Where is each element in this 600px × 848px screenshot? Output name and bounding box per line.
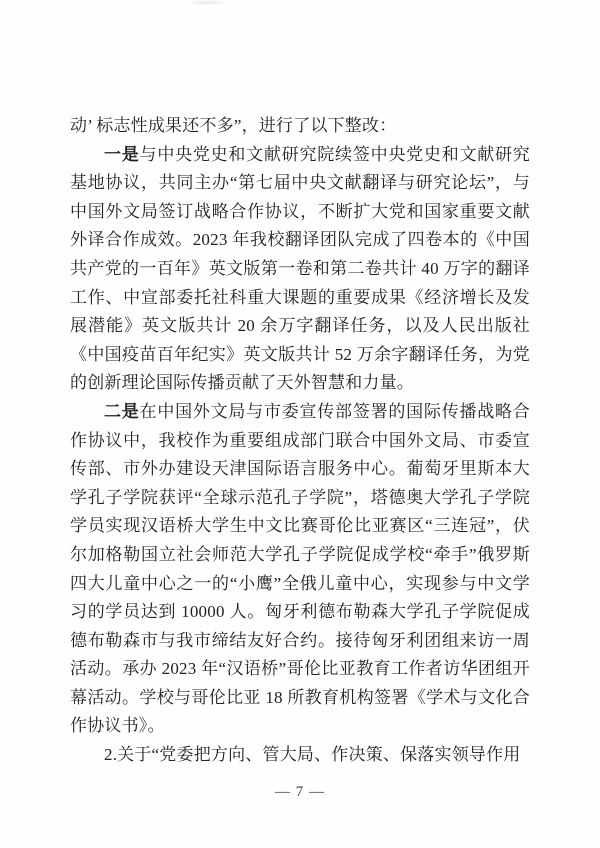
paragraph-section-two [70, 741, 530, 770]
paragraph-text: 2.关于“党委把方向、管大局、作决策、保落实领导作用 [104, 745, 521, 765]
paragraph-text: 在中国外文局与市委宣传部签署的国际传播战略合作协议中，我校作为重要组成部门联合中国外文局、市委宣传部、市外办建设天津国际语言服务中心。葡萄牙里斯本大学孔子学院获评“全球示范孔子学院”，塔德奥大学孔子学院学员实现汉语桥大学生中文比赛哥伦比亚赛区“三连冠”，伏尔加格勒国立社会师范大学孔子学院促成学校“牵手”俄罗斯四大儿童中心之一的“小鹰”全俄儿童中心，实现参与中文学习的学员达到 10000 人。匈牙利德布勒森大学孔子学院促成德布勒森市与我市缔结友好合约。接待匈牙利团组来访一周活动。承办 2023 年“汉语桥”哥伦比亚教育工作者访华团组开幕活动。学校与哥伦比亚 18 所教育机构签署《学术与文化合作协议书》。 [70, 401, 530, 736]
paragraph-lead: 一是 [104, 144, 140, 164]
paragraph-text: 动’ 标志性成果还不多”，进行了以下整改： [70, 116, 397, 135]
paragraph-item-one [70, 141, 530, 398]
paragraph-lead: 二是 [104, 401, 140, 421]
scan-artifact [190, 0, 224, 5]
paragraph-item-two [70, 398, 530, 741]
paragraph-text: 与中央党史和文献研究院续签中央党史和文献研究基地协议，共同主办“第七届中央文献翻译与研究论坛”，与中国外文局签订战略合作协议，不断扩大党和国家重要文献外译合作成效。2023 年我校翻译团队完成了四卷本的《中国共产党的一百年》英文版第一卷和第二卷共计 40 万字的翻译工作、中宣部委托社科重大课题的重要成果《经济增长及发展潜能》英文版共计 20 余万字翻译任务，以及人民出版社《中国疫苗百年纪实》英文版共计 52 万余字翻译任务，为党的创新理论国际传播贡献了天外智慧和力量。 [70, 144, 530, 393]
document-body [70, 112, 530, 770]
paragraph-continuation [70, 112, 530, 141]
page-number: — 7 — [275, 784, 325, 800]
